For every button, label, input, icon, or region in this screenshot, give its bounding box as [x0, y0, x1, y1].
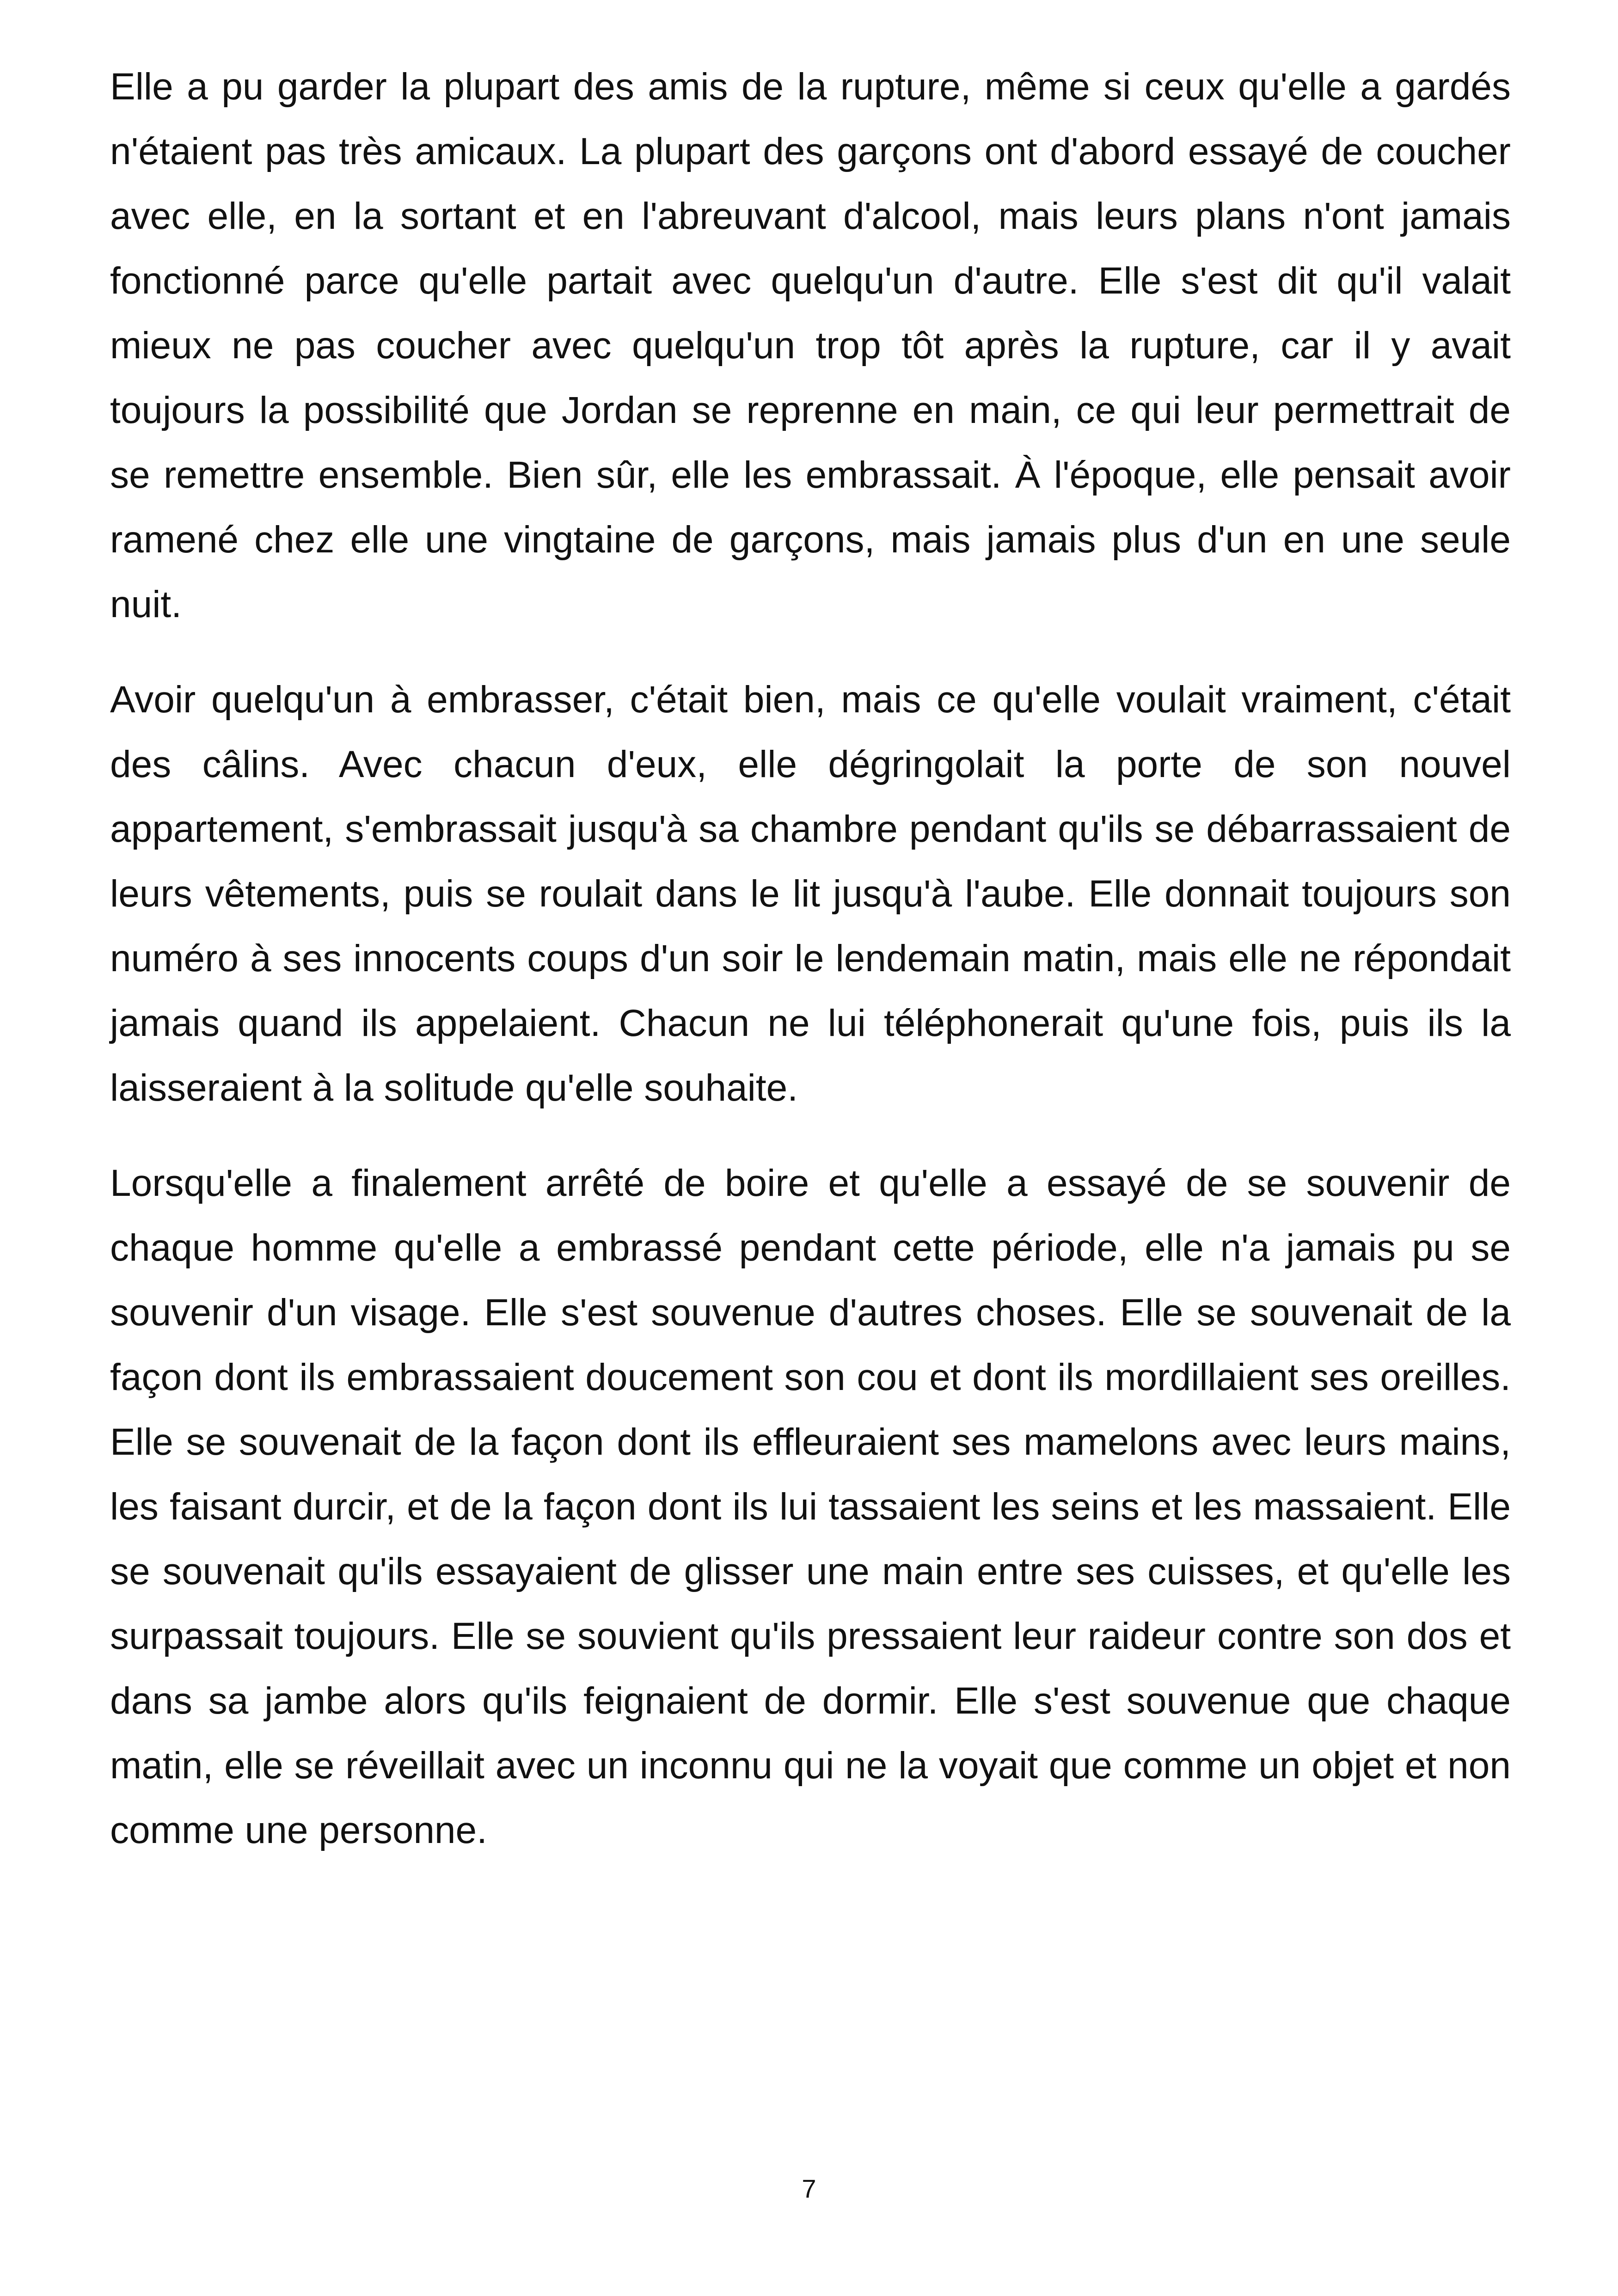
paragraph-3: Lorsqu'elle a finalement arrêté de boire et qu'elle a essayé de se souvenir de chaque homme qu'elle a embrassé pendant cette période, elle n'a jamais pu se souvenir d'un visage. Elle s'est souvenue d'autres choses. Elle se souvenait de la façon dont ils embrassaient doucement son cou et dont ils mordillaient ses oreilles. Elle se souvenait de la façon dont ils effleuraient ses mamelons avec leurs mains, les faisant durcir, et de la façon dont ils lui tassaient les seins et les massaient. Elle se souvenait qu'ils essayaient de glisser une main entre ses cuisses, et qu'elle les surpassait toujours. Elle se souvient qu'ils pressaient leur raideur contre son dos et dans sa jambe alors qu'ils feignaient de dormir. Elle s'est souvenue que chaque matin, elle se réveillait avec un inconnu qui ne la voyait que comme un objet et non comme une personne. — [110, 1162, 1511, 1851]
body-text — [110, 55, 1511, 1863]
paragraph-2: Avoir quelqu'un à embrasser, c'était bien, mais ce qu'elle voulait vraiment, c'était des câlins. Avec chacun d'eux, elle dégringolait la porte de son nouvel appartement, s'embrassait jusqu'à sa chambre pendant qu'ils se débarrassaient de leurs vêtements, puis se roulait dans le lit jusqu'à l'aube. Elle donnait toujours son numéro à ses innocents coups d'un soir le lendemain matin, mais elle ne répondait jamais quand ils appelaient. Chacun ne lui téléphonerait qu'une fois, puis ils la laisseraient à la solitude qu'elle souhaite. — [110, 679, 1511, 1109]
paragraph-1: Elle a pu garder la plupart des amis de la rupture, même si ceux qu'elle a gardés n'étaient pas très amicaux. La plupart des garçons ont d'abord essayé de coucher avec elle, en la sortant et en l'abreuvant d'alcool, mais leurs plans n'ont jamais fonctionné parce qu'elle partait avec quelqu'un d'autre. Elle s'est dit qu'il valait mieux ne pas coucher avec quelqu'un trop tôt après la rupture, car il y avait toujours la possibilité que Jordan se reprenne en main, ce qui leur permettrait de se remettre ensemble. Bien sûr, elle les embrassait. À l'époque, elle pensait avoir ramené chez elle une vingtaine de garçons, mais jamais plus d'un en une seule nuit. — [110, 66, 1511, 625]
page-number: 7 — [802, 2174, 816, 2203]
